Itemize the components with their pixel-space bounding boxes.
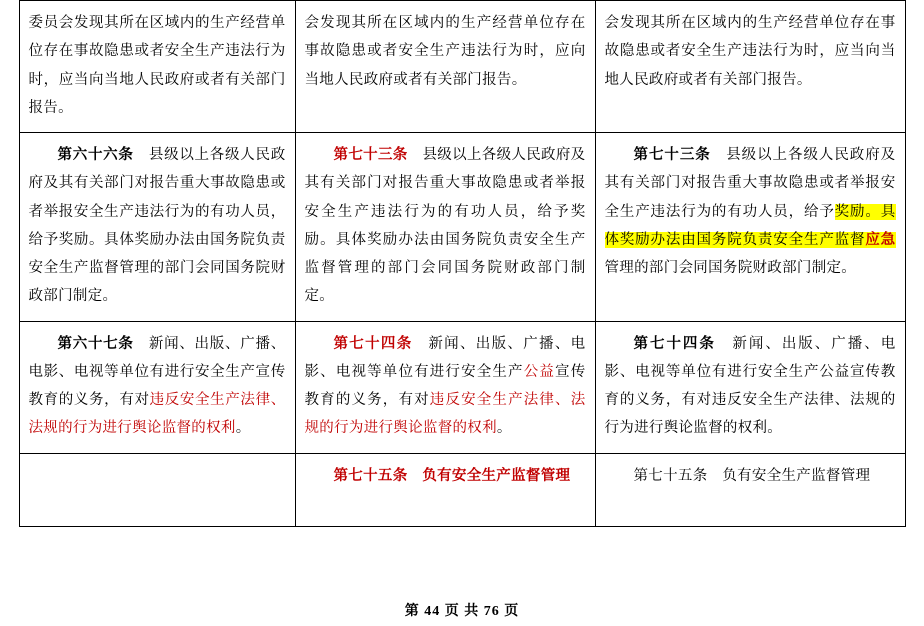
article-body-part1: 新闻、出版、广播、电影、电视等单位有进行安全生产 <box>304 335 586 380</box>
cell-original-65 <box>19 1 295 133</box>
article-number: 第六十六条 <box>57 147 134 164</box>
article-body-part2: 管理的部门会同国务院财政部门制定。 <box>604 260 857 277</box>
article-number: 第六十七条 <box>57 335 134 352</box>
table-row <box>19 133 905 322</box>
cell-final-75 <box>595 453 905 526</box>
table-row <box>19 1 905 133</box>
article-body-part2: 。 <box>235 420 251 437</box>
article-body-part3: 。 <box>496 420 512 437</box>
highlight-segment-3: 产监督 <box>819 231 866 248</box>
highlight-segment-2: 安全生 <box>773 231 820 248</box>
paragraph-text <box>605 330 896 443</box>
article-number: 第七十三条 <box>333 147 408 164</box>
article-body: 县级以上各级人民政府及其有关部门对报告重大事故隐患或者举报安全生产违法行为的有功人员，给予奖励。具体奖励办法由国务院负责安全生产监督管理的部门会同国务院财政部门制定。 <box>304 147 586 305</box>
paragraph-text: 会发现其所在区域内的生产经营单位存在事故隐患或者安全生产违法行为时，应当向当地人民政府或者有关部门报告。 <box>604 15 896 88</box>
paragraph-text <box>29 330 286 443</box>
cell-original-75 <box>19 453 295 526</box>
cell-final-67 <box>595 321 905 453</box>
paragraph-text <box>29 141 286 311</box>
page-footer: 第 44 页 共 76 页 <box>404 604 520 619</box>
table-row <box>19 321 905 453</box>
paragraph-text: 会发现其所在区域内的生产经营单位存在事故隐患或者安全生产违法行为时，应向当地人民政府或者有关部门报告。 <box>304 15 586 88</box>
article-body-part1: 县级以上各级人民政府及其有关部门对报告重大事故隐患或者举报安全生产违法行为的有功人员，给予 <box>604 147 896 220</box>
paragraph-text <box>305 330 586 443</box>
cell-original-67 <box>19 321 295 453</box>
cell-original-66 <box>19 133 295 322</box>
cell-draft-67 <box>295 321 595 453</box>
article-body-emphasis-1: 公益 <box>523 363 556 380</box>
table-row <box>19 453 905 526</box>
article-body-part1: 新闻、出版、广播、电影、电视等单位有进行安全生产宣传教育的义务，有对 <box>28 335 286 409</box>
article-number: 第七十四条 <box>633 335 716 352</box>
paragraph-text: 委员会发现其所在区域内的生产经营单位存在事故隐患或者安全生产违法行为时，应当向当地人民政府或者有关部门报告。 <box>28 15 286 116</box>
highlight-segment-red: 应急 <box>865 231 896 248</box>
paragraph-text <box>605 141 896 282</box>
paragraph-text <box>305 462 586 490</box>
cell-final-65 <box>595 1 905 133</box>
paragraph-text <box>605 462 896 490</box>
highlight-segment-1: 奖励。具体奖励办法由国务院负责 <box>604 203 896 248</box>
cell-draft-65 <box>295 1 595 133</box>
article-body: 县级以上各级人民政府及其有关部门对报告重大事故隐患或者举报安全生产违法行为的有功人员，给予奖励。具体奖励办法由国务院负责安全生产监督管理的部门会同国务院财政部门制定。 <box>28 147 286 305</box>
article-body-emphasis: 违反安全生产法律、法规的行为进行舆论监督的权利 <box>28 392 286 437</box>
cell-final-66 <box>595 133 905 322</box>
cell-draft-75 <box>295 453 595 526</box>
article-body-emphasis-2: 违反安全生产法律、法规的行为进行舆论监督的权利 <box>304 392 586 437</box>
article-number: 第七十五条 <box>633 467 708 484</box>
article-body: 负有安全生产监督管理 <box>722 467 871 484</box>
comparison-table <box>19 0 906 527</box>
paragraph-text <box>305 141 586 311</box>
article-number: 第七十三条 <box>633 147 711 164</box>
article-body: 新闻、出版、广播、电影、电视等单位有进行安全生产公益宣传教育的义务，有对违反安全生产法律、法规的行为进行舆论监督的权利。 <box>604 335 896 437</box>
article-body-part2: 宣传教育的义务，有对 <box>304 363 586 409</box>
cell-draft-66 <box>295 133 595 322</box>
article-number: 第七十五条 <box>333 467 408 484</box>
article-body: 负有安全生产监督管理 <box>422 467 571 484</box>
article-number: 第七十四条 <box>333 335 413 352</box>
